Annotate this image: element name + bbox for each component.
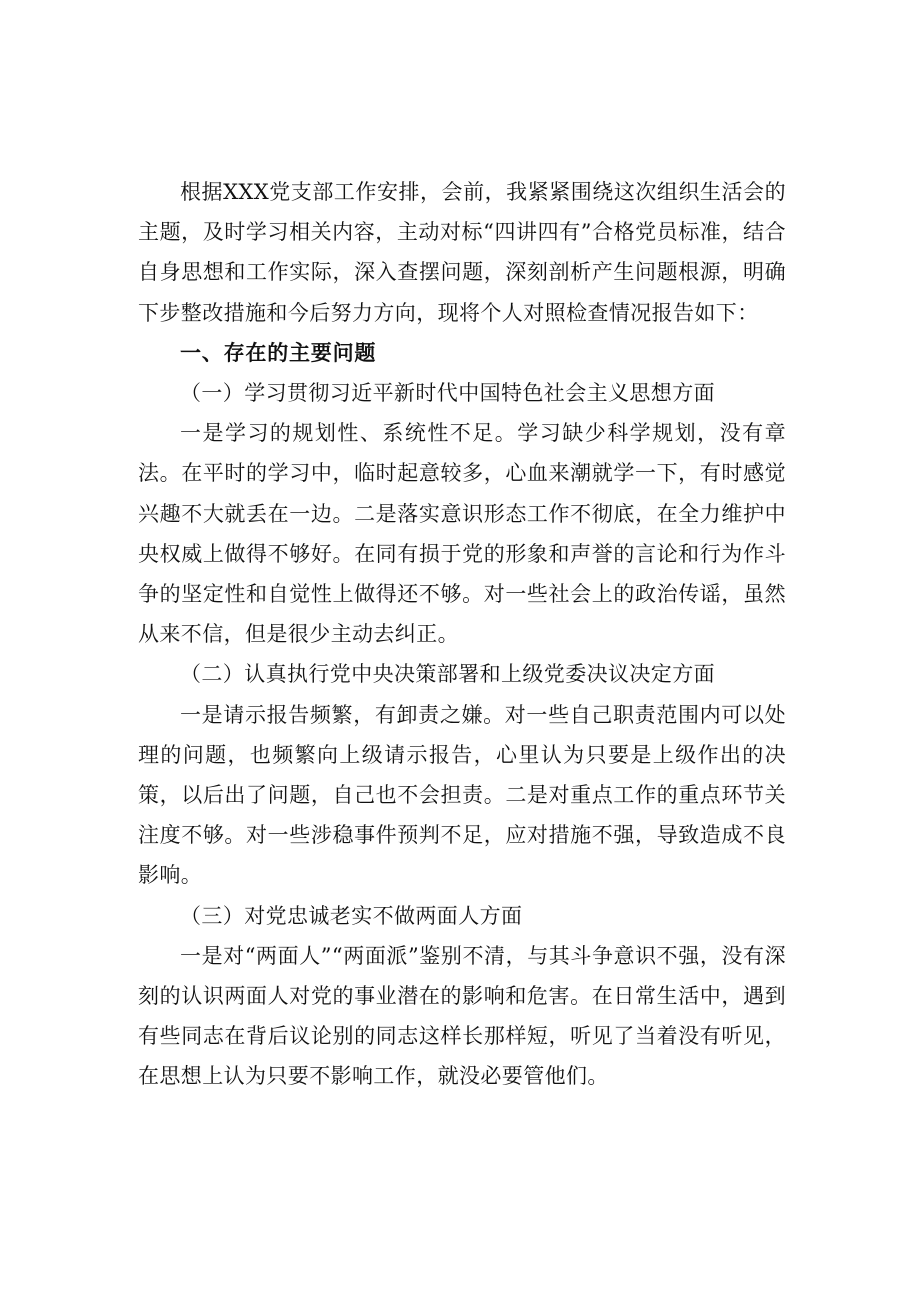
document-body — [138, 172, 786, 1097]
section-heading-main-problems: 一、存在的主要问题 — [180, 340, 377, 365]
intro-paragraph: 根据XXX党支部工作安排，会前，我紧紧围绕这次组织生活会的主题，及时学习相关内容，主动对标“四讲四有”合格党员标准，结合自身思想和工作实际，深入查摆问题，深刻剖析产生问题根源，明确下步整改措施和今后努力方向，现将个人对照检查情况报告如下： — [138, 180, 786, 325]
subsection-heading-2: （二）认真执行党中央决策部署和上级党委决议决定方面 — [180, 662, 715, 687]
subsection-body-1: 一是学习的规划性、系统性不足。学习缺少科学规划，没有章法。在平时的学习中，临时起意较多，心血来潮就学一下，有时感觉兴趣不大就丢在一边。二是落实意识形态工作不彻底，在全力维护中央权威上做得不够好。在同有损于党的形象和声誉的言论和行为作斗争的坚定性和自觉性上做得还不够。对一些社会上的政治传谣，虽然从来不信，但是很少主动去纠正。 — [138, 421, 786, 647]
subsection-body-2: 一是请示报告频繁，有卸责之嫌。对一些自己职责范围内可以处理的问题，也频繁向上级请示报告，心里认为只要是上级作出的决策，以后出了问题，自己也不会担责。二是对重点工作的重点环节关注度不够。对一些涉稳事件预判不足，应对措施不强，导致造成不良影响。 — [138, 702, 786, 888]
subsection-body-3: 一是对“两面人”“两面派”鉴别不清，与其斗争意识不强，没有深刻的认识两面人对党的事业潜在的影响和危害。在日常生活中，遇到有些同志在背后议论别的同志这样长那样短，听见了当着没有听见，在思想上认为只要不影响工作，就没必要管他们。 — [138, 943, 786, 1089]
subsection-heading-1: （一）学习贯彻习近平新时代中国特色社会主义思想方面 — [180, 381, 715, 406]
subsection-heading-3: （三）对党忠诚老实不做两面人方面 — [180, 903, 523, 928]
